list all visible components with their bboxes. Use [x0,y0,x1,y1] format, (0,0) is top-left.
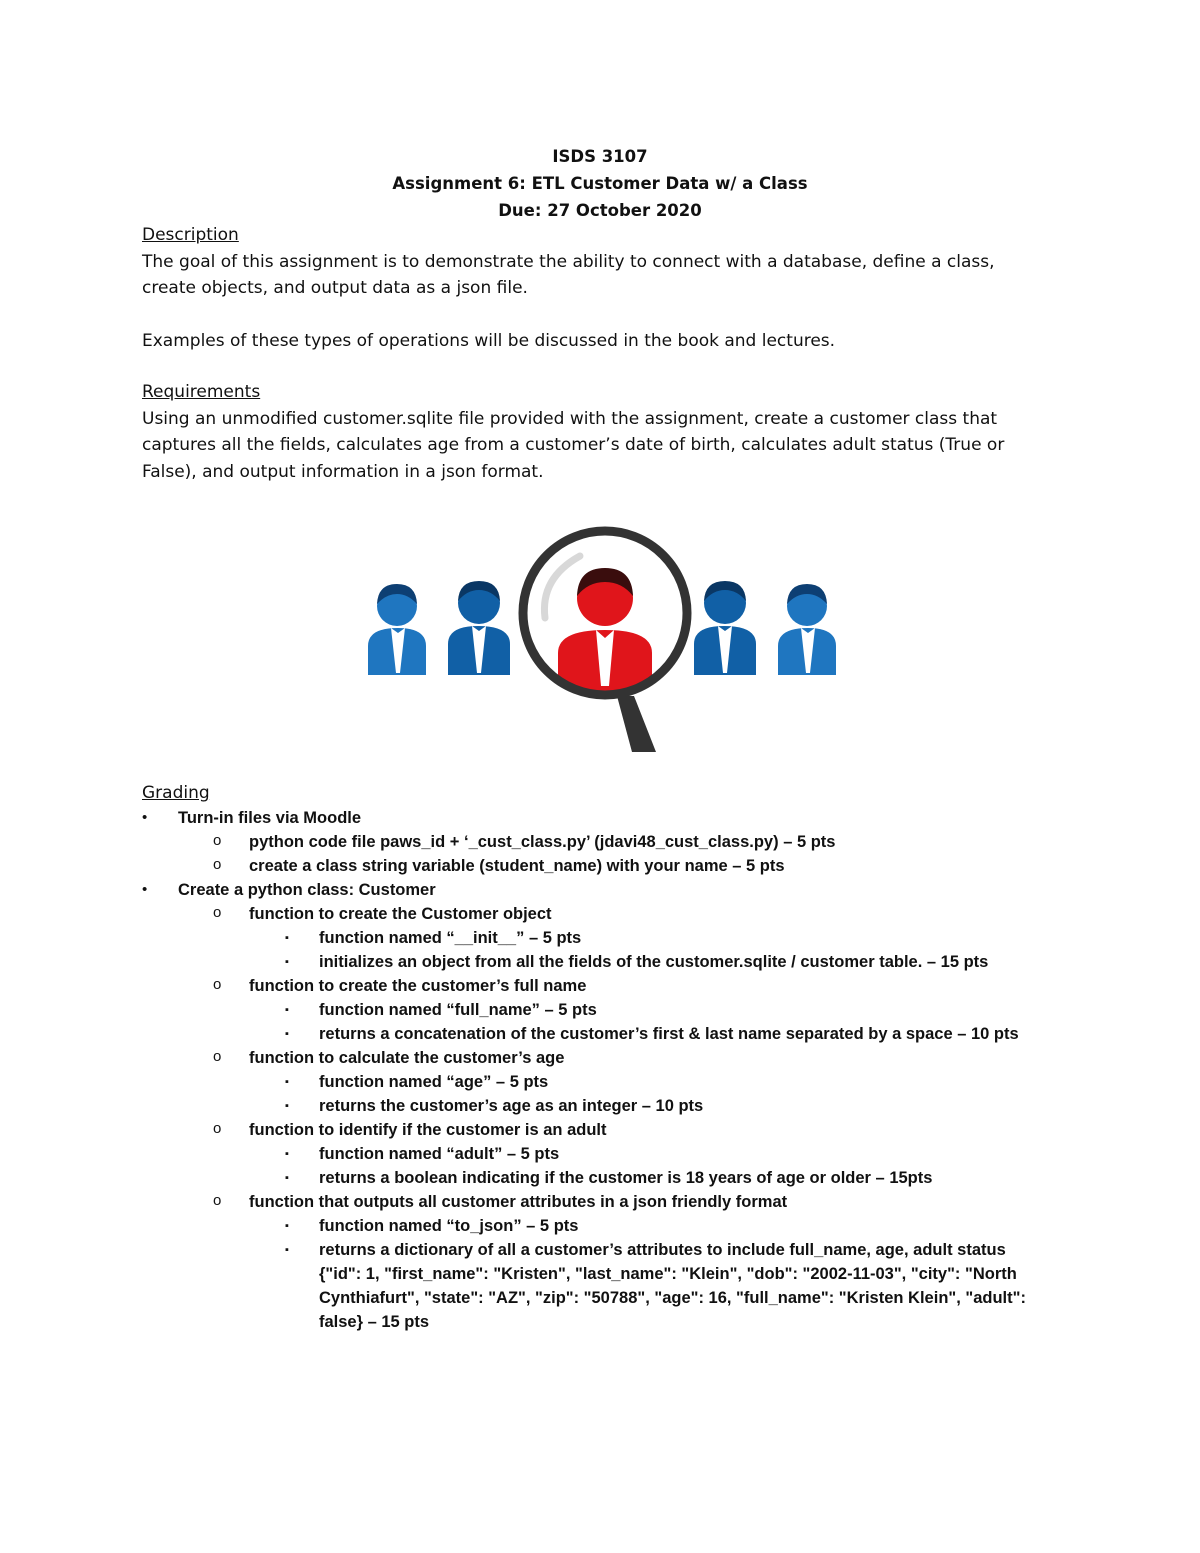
grading-subitem: o function that outputs all customer attributes in a json friendly format [142,1190,1052,1214]
description-title: Description [142,225,239,245]
square-bullet-icon: ▪ [285,1148,289,1160]
description-paragraph: The goal of this assignment is to demonstrate the ability to connect with a database, define a class, create objects, and output data as a json file. [142,251,995,298]
person-icon [368,584,426,675]
grading-title: Grading [142,783,210,803]
square-bullet-icon: ▪ [285,1172,289,1184]
sub-bullet-icon: o [213,1192,222,1209]
grading-item: • Turn-in files via Moodle [142,806,1052,830]
course-code: ISDS 3107 [552,147,648,166]
grading-criterion: ▪ function named “__init__” – 5 pts [142,926,1052,950]
sub-bullet-icon: o [213,832,222,849]
customer-search-illustration [360,518,850,758]
bullet-icon: • [142,881,148,898]
grading-criterion: ▪ returns a dictionary of all a customer’s attributes to include full_name, age, adult status {"id": 1, "first_name": "Kristen", "last_name": "Klein", "dob": "2002-11-03", "city": "North Cynthiafurt", "state": "AZ", "zip": "50788", "age": 16, "full_name": "Kristen Klein", "adult": false} – 15 pts [142,1238,1052,1334]
due-date: Due: 27 October 2020 [498,201,702,220]
square-bullet-icon: ▪ [285,932,289,944]
person-icon [694,581,756,675]
requirements-section [142,379,1042,485]
square-bullet-icon: ▪ [285,1028,289,1040]
grading-subitem: o function to create the Customer object [142,902,1052,926]
grading-criterion: ▪ function named “adult” – 5 pts [142,1142,1052,1166]
description-examples: Examples of these types of operations will be discussed in the book and lectures. [142,330,836,351]
sub-bullet-icon: o [213,1120,222,1137]
assignment-title: Assignment 6: ETL Customer Data w/ a Class [392,174,808,193]
grading-criterion: ▪ initializes an object from all the fields of the customer.sqlite / customer table. – 15 pts [142,950,1052,974]
sub-bullet-icon: o [213,1048,222,1065]
grading-criterion: ▪ function named “full_name” – 5 pts [142,998,1052,1022]
square-bullet-icon: ▪ [285,1004,289,1016]
requirements-paragraph: Using an unmodified customer.sqlite file provided with the assignment, create a customer class that captures all the fields, calculates age from a customer’s date of birth, calculates adult status (True or False), and output information in a json format. [142,408,1005,482]
grading-criterion: ▪ function named “to_json” – 5 pts [142,1214,1052,1238]
document-header [0,143,1200,224]
grading-item: • Create a python class: Customer [142,878,1052,902]
grading-section [142,780,1052,1334]
sub-bullet-icon: o [213,904,222,921]
square-bullet-icon: ▪ [285,1244,289,1256]
grading-subitem: o python code file paws_id + ‘_cust_class.py’ (jdavi48_cust_class.py) – 5 pts [142,830,1052,854]
magnifier-handle-icon [617,696,656,752]
square-bullet-icon: ▪ [285,1076,289,1088]
grading-criterion: ▪ returns a boolean indicating if the customer is 18 years of age or older – 15pts [142,1166,1052,1190]
square-bullet-icon: ▪ [285,1220,289,1232]
grading-criterion: ▪ returns a concatenation of the customer’s first & last name separated by a space – 10 pts [142,1022,1052,1046]
bullet-icon: • [142,809,148,826]
description-section [142,222,1042,354]
grading-subitem: o function to create the customer’s full name [142,974,1052,998]
requirements-title: Requirements [142,382,261,402]
person-icon [778,584,836,675]
grading-subitem: o function to calculate the customer’s age [142,1046,1052,1070]
square-bullet-icon: ▪ [285,956,289,968]
sub-bullet-icon: o [213,856,222,873]
grading-criterion: ▪ function named “age” – 5 pts [142,1070,1052,1094]
sub-bullet-icon: o [213,976,222,993]
grading-subitem: o create a class string variable (student_name) with your name – 5 pts [142,854,1052,878]
square-bullet-icon: ▪ [285,1100,289,1112]
person-icon [448,581,510,675]
grading-subitem: o function to identify if the customer is an adult [142,1118,1052,1142]
grading-criterion: ▪ returns the customer’s age as an integer – 10 pts [142,1094,1052,1118]
